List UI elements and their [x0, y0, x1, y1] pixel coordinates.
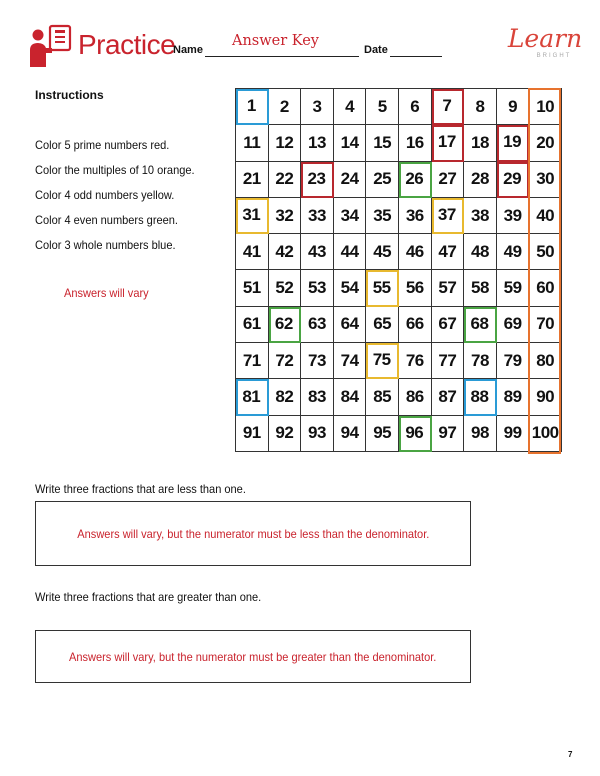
grid-cell: 42	[269, 234, 302, 270]
name-label: Name	[173, 44, 203, 56]
grid-cell: 40	[529, 198, 562, 234]
grid-cell: 59	[497, 270, 530, 306]
grid-cell: 18	[464, 125, 497, 161]
answer-1-text: Answers will vary, but the numerator must be less than the denominator.	[76, 526, 430, 541]
grid-cell: 26	[399, 162, 432, 198]
grid-cell: 98	[464, 416, 497, 452]
grid-cell: 85	[366, 379, 399, 415]
grid-cell: 23	[301, 162, 334, 198]
grid-cell: 45	[366, 234, 399, 270]
grid-cell: 91	[236, 416, 269, 452]
grid-cell: 58	[464, 270, 497, 306]
date-line	[390, 56, 442, 57]
grid-cell: 51	[236, 270, 269, 306]
grid-cell: 3	[301, 89, 334, 125]
grid-cell: 27	[432, 162, 465, 198]
instruction-item: Color 3 whole numbers blue.	[35, 238, 176, 252]
grid-cell: 100	[529, 416, 562, 452]
grid-cell: 21	[236, 162, 269, 198]
grid-cell: 48	[464, 234, 497, 270]
instruction-item: Color 5 prime numbers red.	[35, 138, 170, 152]
page-number: 7	[568, 750, 573, 759]
teacher-at-board-icon	[28, 22, 74, 68]
grid-cell: 35	[366, 198, 399, 234]
grid-cell: 43	[301, 234, 334, 270]
grid-cell: 88	[464, 379, 497, 415]
date-label: Date	[364, 44, 388, 56]
grid-cell: 78	[464, 343, 497, 379]
instruction-item: Color 4 even numbers green.	[35, 213, 178, 227]
grid-cell: 19	[497, 125, 530, 161]
grid-cell: 47	[432, 234, 465, 270]
grid-cell: 54	[334, 270, 367, 306]
grid-cell: 65	[366, 307, 399, 343]
grid-cell: 70	[529, 307, 562, 343]
instruction-item: Color 4 odd numbers yellow.	[35, 188, 175, 202]
question-2-prompt: Write three fractions that are greater than one.	[35, 590, 262, 604]
grid-cell: 82	[269, 379, 302, 415]
answer-2-text: Answers will vary, but the numerator must be greater than the denominator.	[69, 649, 437, 664]
grid-cell: 36	[399, 198, 432, 234]
grid-cell: 72	[269, 343, 302, 379]
name-line	[205, 56, 359, 57]
grid-cell: 37	[432, 198, 465, 234]
instructions-heading: Instructions	[35, 88, 104, 102]
grid-cell: 13	[301, 125, 334, 161]
grid-cell: 90	[529, 379, 562, 415]
grid-cell: 66	[399, 307, 432, 343]
grid-cell: 52	[269, 270, 302, 306]
grid-cell: 28	[464, 162, 497, 198]
grid-cell: 77	[432, 343, 465, 379]
grid-cell: 69	[497, 307, 530, 343]
grid-cell: 73	[301, 343, 334, 379]
grid-cell: 12	[269, 125, 302, 161]
grid-cell: 10	[529, 89, 562, 125]
grid-cell: 29	[497, 162, 530, 198]
grid-cell: 4	[334, 89, 367, 125]
grid-cell: 64	[334, 307, 367, 343]
hundreds-chart	[235, 88, 562, 452]
grid-cell: 17	[432, 125, 465, 161]
grid-cell: 67	[432, 307, 465, 343]
grid-cell: 99	[497, 416, 530, 452]
grid-cell: 14	[334, 125, 367, 161]
grid-cell: 81	[236, 379, 269, 415]
instructions-list	[35, 138, 208, 263]
grid-cell: 86	[399, 379, 432, 415]
grid-cell: 55	[366, 270, 399, 306]
grid-cell: 20	[529, 125, 562, 161]
grid-cell: 6	[399, 89, 432, 125]
grid-cell: 32	[269, 198, 302, 234]
grid-cell: 74	[334, 343, 367, 379]
name-value: Answer Key	[232, 33, 319, 49]
grid-cell: 87	[432, 379, 465, 415]
grid-cell: 57	[432, 270, 465, 306]
instruction-item: Color the multiples of 10 orange.	[35, 163, 195, 177]
grid-cell: 80	[529, 343, 562, 379]
grid-cell: 75	[366, 343, 399, 379]
grid-cell: 33	[301, 198, 334, 234]
grid-cell: 5	[366, 89, 399, 125]
grid-cell: 38	[464, 198, 497, 234]
grid-cell: 71	[236, 343, 269, 379]
grid-cell: 34	[334, 198, 367, 234]
grid-cell: 92	[269, 416, 302, 452]
grid-cell: 89	[497, 379, 530, 415]
grid-cell: 9	[497, 89, 530, 125]
grid-cell: 8	[464, 89, 497, 125]
grid-cell: 84	[334, 379, 367, 415]
page-title: Practice	[78, 29, 176, 60]
brand-sub: BRIGHT	[536, 53, 572, 59]
grid-cell: 25	[366, 162, 399, 198]
question-1-prompt: Write three fractions that are less than one.	[35, 482, 246, 496]
grid-cell: 31	[236, 198, 269, 234]
grid-cell: 62	[269, 307, 302, 343]
answers-vary-note: Answers will vary	[64, 286, 149, 300]
grid-cell: 39	[497, 198, 530, 234]
grid-cell: 56	[399, 270, 432, 306]
grid-cell: 2	[269, 89, 302, 125]
grid-cell: 60	[529, 270, 562, 306]
grid-cell: 63	[301, 307, 334, 343]
grid-cell: 24	[334, 162, 367, 198]
grid-cell: 30	[529, 162, 562, 198]
grid-cell: 53	[301, 270, 334, 306]
answer-box-1[interactable]	[35, 501, 471, 566]
grid-cell: 96	[399, 416, 432, 452]
grid-cell: 79	[497, 343, 530, 379]
brand-word: Learn	[507, 24, 583, 53]
grid-cell: 68	[464, 307, 497, 343]
grid-cell: 83	[301, 379, 334, 415]
grid-cell: 1	[236, 89, 269, 125]
grid-cell: 46	[399, 234, 432, 270]
grid-cell: 61	[236, 307, 269, 343]
grid-cell: 49	[497, 234, 530, 270]
grid-cell: 93	[301, 416, 334, 452]
grid-cell: 95	[366, 416, 399, 452]
grid-cell: 50	[529, 234, 562, 270]
grid-cell: 41	[236, 234, 269, 270]
grid-cell: 11	[236, 125, 269, 161]
grid-cell: 97	[432, 416, 465, 452]
grid-cell: 7	[432, 89, 465, 125]
grid-cell: 76	[399, 343, 432, 379]
learn-bright-logo	[506, 26, 584, 59]
answer-box-2[interactable]	[35, 630, 471, 683]
grid-cell: 16	[399, 125, 432, 161]
grid-cell: 94	[334, 416, 367, 452]
grid-cell: 44	[334, 234, 367, 270]
grid-cell: 15	[366, 125, 399, 161]
grid-cell: 22	[269, 162, 302, 198]
